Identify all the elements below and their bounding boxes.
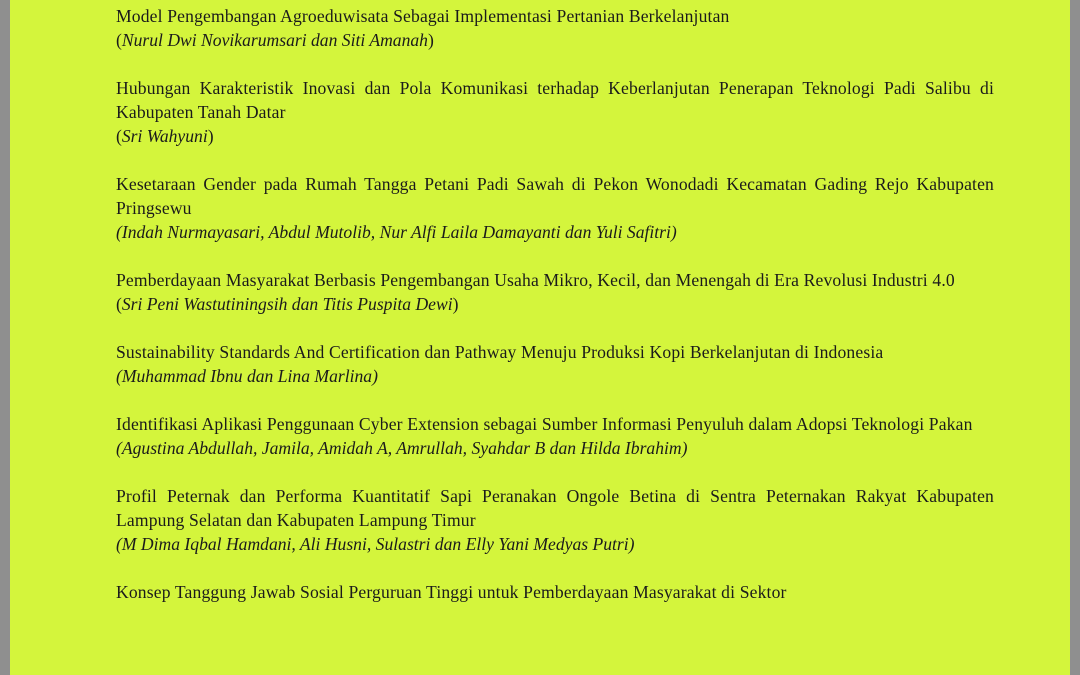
article-title: Kesetaraan Gender pada Rumah Tangga Petani Padi Sawah di Pekon Wonodadi Kecamatan Gading Rejo Kabupaten Pringsewu: [116, 174, 994, 218]
list-item: [116, 172, 994, 244]
article-title: Identifikasi Aplikasi Penggunaan Cyber Extension sebagai Sumber Informasi Penyuluh dalam Adopsi Teknologi Pakan: [116, 414, 973, 434]
article-title: Model Pengembangan Agroeduwisata Sebagai Implementasi Pertanian Berkelanjutan: [116, 6, 730, 26]
article-title: Profil Peternak dan Performa Kuantitatif Sapi Peranakan Ongole Betina di Sentra Peternakan Rakyat Kabupaten Lampung Selatan dan Kabupaten Lampung Timur: [116, 486, 994, 530]
list-item: [116, 268, 994, 316]
list-item: [116, 76, 994, 148]
article-title: Pemberdayaan Masyarakat Berbasis Pengembangan Usaha Mikro, Kecil, dan Menengah di Era Revolusi Industri 4.0: [116, 270, 955, 290]
list-item: [116, 340, 994, 388]
list-item: [116, 4, 994, 52]
article-authors: (M Dima Iqbal Hamdani, Ali Husni, Sulastri dan Elly Yani Medyas Putri): [116, 534, 635, 554]
list-item: [116, 484, 994, 556]
article-authors: (Muhammad Ibnu dan Lina Marlina): [116, 366, 378, 386]
list-item: [116, 580, 994, 604]
article-list: [116, 4, 994, 628]
article-authors: (Indah Nurmayasari, Abdul Mutolib, Nur Alfi Laila Damayanti dan Yuli Safitri): [116, 222, 677, 242]
article-authors: (Sri Wahyuni): [116, 126, 214, 146]
article-title: Konsep Tanggung Jawab Sosial Perguruan Tinggi untuk Pemberdayaan Masyarakat di Sektor: [116, 582, 787, 602]
article-authors: (Nurul Dwi Novikarumsari dan Siti Amanah): [116, 30, 434, 50]
article-title: Sustainability Standards And Certification dan Pathway Menuju Produksi Kopi Berkelanjutan di Indonesia: [116, 342, 884, 362]
article-title: Hubungan Karakteristik Inovasi dan Pola Komunikasi terhadap Keberlanjutan Penerapan Teknologi Padi Salibu di Kabupaten Tanah Datar: [116, 78, 994, 122]
article-authors: (Sri Peni Wastutiningsih dan Titis Puspita Dewi): [116, 294, 459, 314]
document-page: [10, 0, 1070, 675]
list-item: [116, 412, 994, 460]
article-authors: (Agustina Abdullah, Jamila, Amidah A, Amrullah, Syahdar B dan Hilda Ibrahim): [116, 438, 688, 458]
